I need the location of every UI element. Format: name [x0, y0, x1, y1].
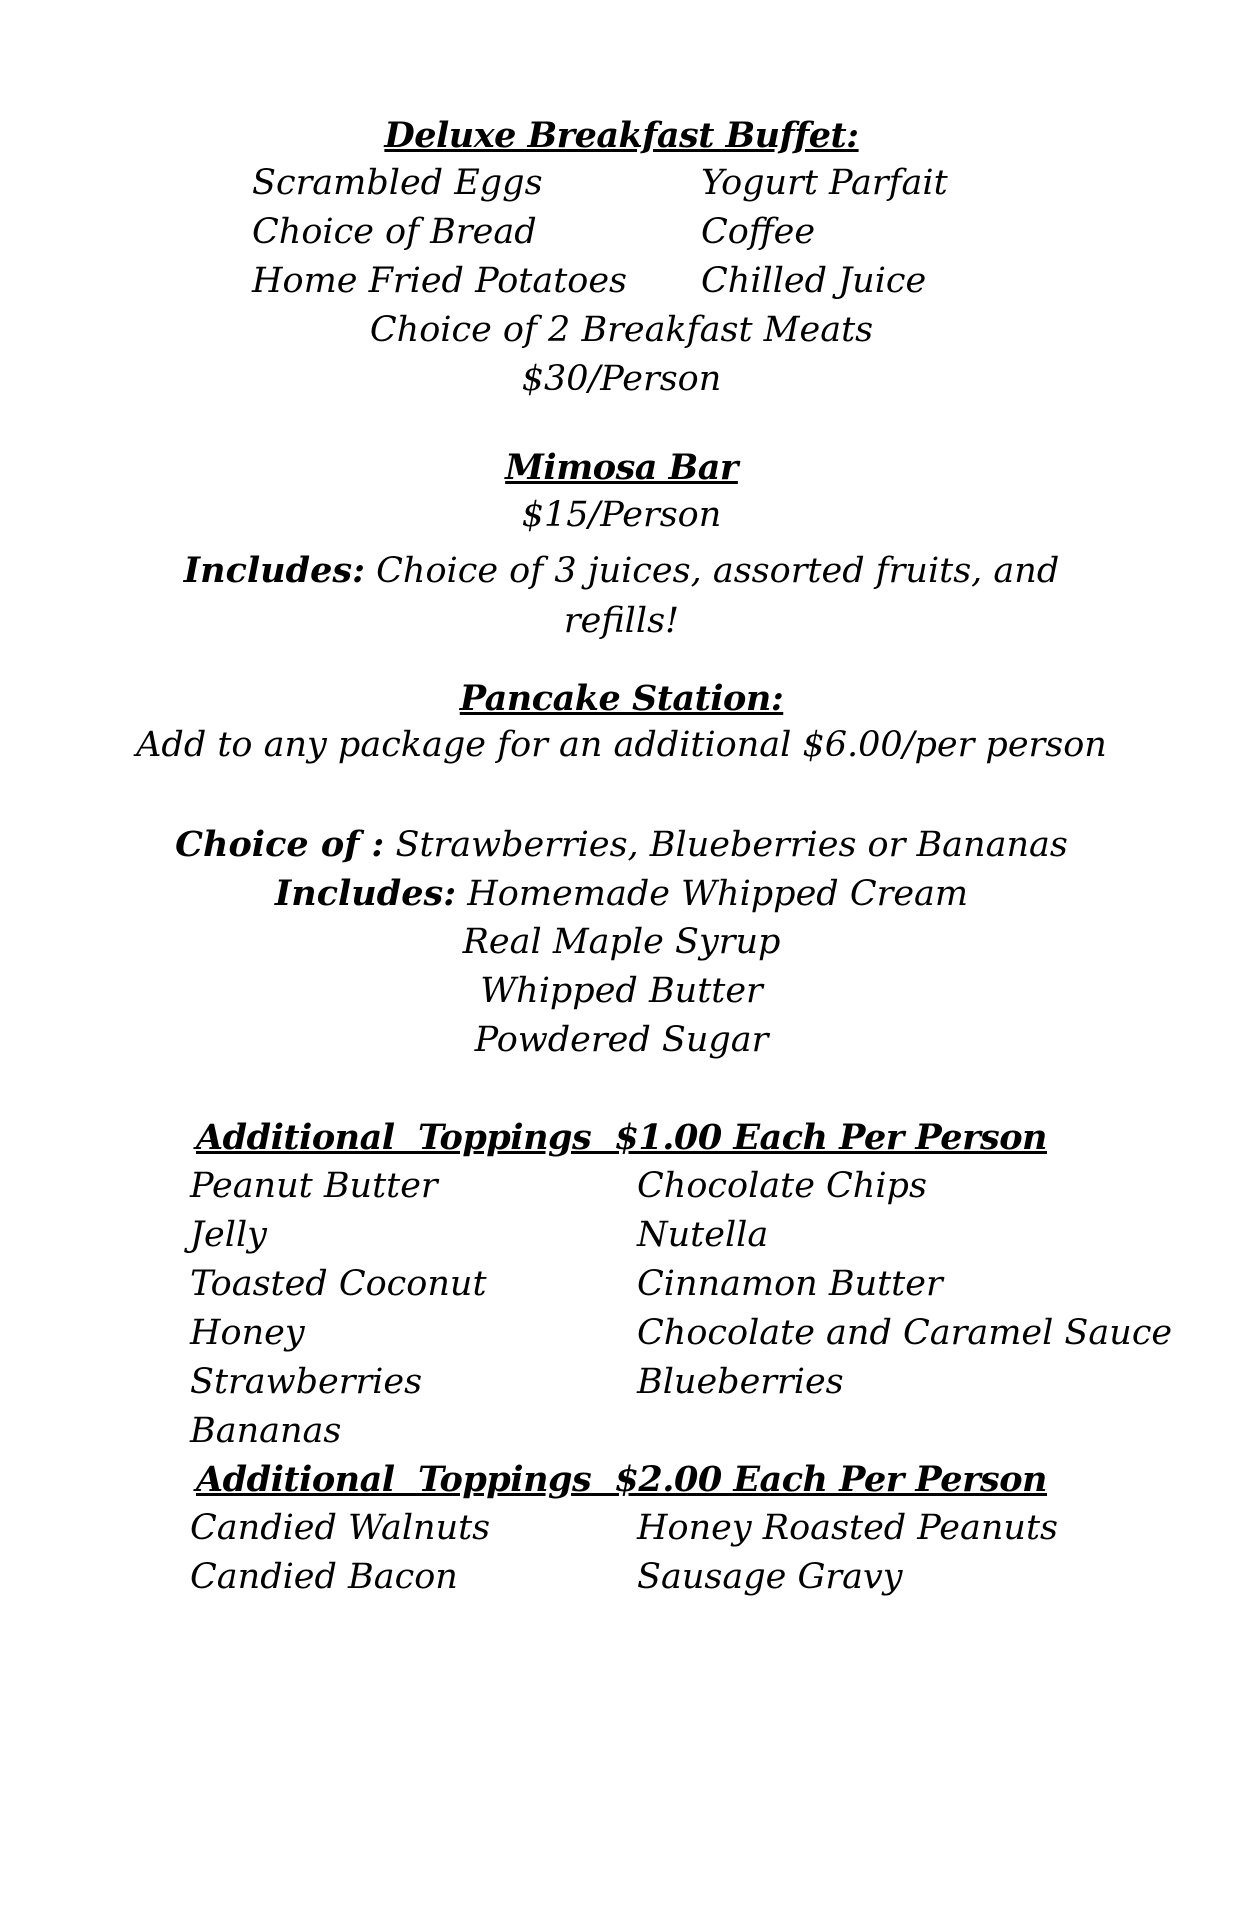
price-text: $15/Person — [521, 495, 722, 535]
menu-item: Choice of Bread — [252, 212, 537, 252]
mimosa-bar-heading: Mimosa Bar — [505, 447, 738, 488]
choice-text: Strawberries, Blueberries or Bananas — [395, 825, 1068, 865]
includes-item: Powdered Sugar — [474, 1020, 769, 1060]
mimosa-includes — [0, 550, 1243, 591]
price-text: $30/Person — [521, 359, 722, 399]
deluxe-buffet-heading: Deluxe Breakfast Buffet: — [384, 115, 859, 156]
menu-item: Yogurt Parfait — [701, 163, 948, 203]
topping-item: Blueberries — [637, 1362, 844, 1402]
includes-text: Homemade Whipped Cream — [467, 874, 969, 914]
includes-text: Choice of 3 juices, assorted fruits, and — [376, 551, 1060, 591]
toppings-2-heading: Additional Toppings $2.00 Each Per Person — [195, 1459, 1048, 1500]
topping-item: Honey Roasted Peanuts — [637, 1508, 1058, 1548]
menu-item: Coffee — [701, 212, 816, 252]
pancake-includes — [0, 873, 1243, 914]
includes-item: Real Maple Syrup — [462, 922, 781, 962]
menu-item: Chilled Juice — [701, 261, 927, 301]
topping-item: Bananas — [190, 1411, 342, 1451]
includes-item: Whipped Butter — [480, 971, 763, 1011]
topping-item: Cinnamon Butter — [637, 1264, 943, 1304]
includes-text: refills! — [563, 601, 680, 641]
topping-item: Toasted Coconut — [190, 1264, 487, 1304]
toppings-1-heading: Additional Toppings $1.00 Each Per Person — [195, 1117, 1048, 1158]
topping-item: Sausage Gravy — [637, 1557, 903, 1597]
menu-item: Home Fried Potatoes — [252, 261, 628, 301]
topping-item: Candied Bacon — [190, 1557, 458, 1597]
topping-item: Candied Walnuts — [190, 1508, 491, 1548]
topping-item: Jelly — [190, 1215, 267, 1255]
pancake-choice — [0, 824, 1243, 865]
pancake-station-heading: Pancake Station: — [459, 678, 784, 719]
topping-item: Chocolate Chips — [637, 1166, 927, 1206]
topping-item: Nutella — [637, 1215, 769, 1255]
topping-item: Peanut Butter — [190, 1166, 438, 1206]
choice-label: Choice of : — [175, 824, 385, 865]
topping-item: Honey — [190, 1313, 305, 1353]
includes-label: Includes: — [274, 873, 457, 914]
topping-item: Chocolate and Caramel Sauce — [637, 1313, 1173, 1353]
topping-item: Strawberries — [190, 1362, 423, 1402]
pancake-addon-text: Add to any package for an additional $6.00/per person — [136, 725, 1107, 765]
menu-item: Scrambled Eggs — [252, 163, 543, 203]
includes-label: Includes: — [183, 550, 365, 591]
menu-item: Choice of 2 Breakfast Meats — [369, 310, 874, 350]
